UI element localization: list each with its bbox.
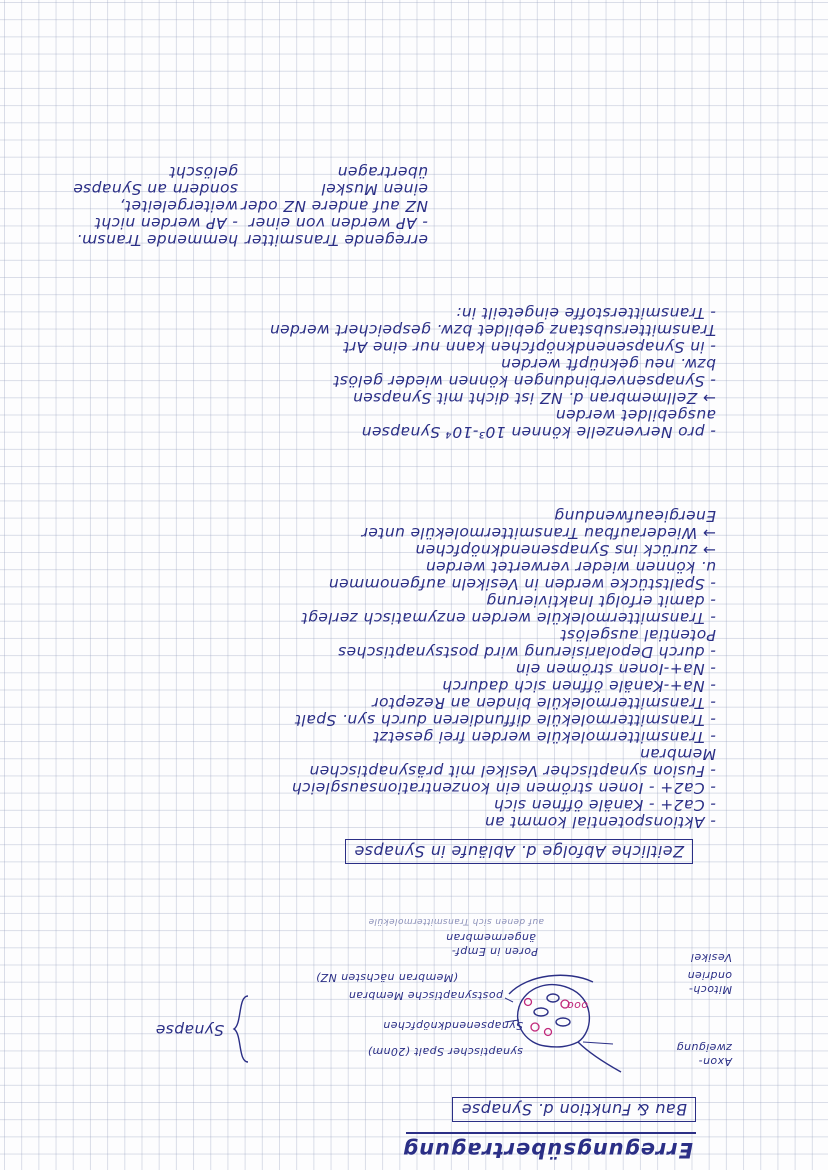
- label-pores-1: Poren in Empf-: [451, 945, 538, 958]
- list-item: Transmittersubstanz gebildet bzw. gespeichert werden: [269, 321, 716, 339]
- list-item: bzw. neu geknüpft werden: [500, 355, 716, 373]
- label-synapse: Synapse: [155, 1021, 224, 1039]
- axon-line: [578, 1042, 621, 1072]
- list-item: - Ca2+ - Ionen strömen ein konzentrationsausgleich: [291, 779, 716, 797]
- label-postsynaptic-note: (Membran nächsten NZ): [315, 971, 458, 984]
- list-item: - Spaltstücke werden in Vesikeln aufgenommen: [328, 575, 716, 593]
- label-vesikel: Vesikel: [690, 951, 732, 964]
- list-item: - Fusion synaptischer Vesikel mit präsynaptischen: [309, 762, 716, 780]
- column-line: einen Muskel: [321, 180, 428, 198]
- column-heading: hemmende Transm.: [76, 231, 238, 249]
- column-line: - AP werden von einer: [248, 214, 428, 232]
- column-heading: erregende Transmitter: [244, 231, 428, 249]
- list-item: - Na+-Ionen strömen ein: [515, 660, 716, 678]
- vesicle: [525, 999, 532, 1006]
- facts-list: [270, 304, 716, 440]
- list-item: - Transmittermoleküle diffundieren durch syn. Spalt: [294, 711, 716, 729]
- label-postsynaptic-membrane: postsynaptische Membran: [348, 989, 503, 1002]
- list-item: - Aktionspotential kommt an: [484, 813, 716, 831]
- vesicle: [545, 1029, 552, 1036]
- excitatory-column: [241, 163, 428, 248]
- list-item: - in Synapsenendknöpfchen kann nur eine Art: [343, 338, 716, 356]
- label-pores-2: ängermembran: [445, 931, 536, 944]
- label-terminal-button: Synapsenendknöpfchen: [382, 1019, 523, 1032]
- title-underline: [406, 1133, 696, 1135]
- list-item: - damit erfolgt Inaktivierung: [486, 592, 716, 610]
- list-item: - Transmitterstoffe eingeteilt in:: [455, 304, 716, 322]
- column-line: weitergeleitet,: [119, 197, 238, 215]
- list-item: - Transmittermoleküle binden an Rezeptor: [371, 694, 716, 712]
- vesicle-dots: ooo: [566, 999, 588, 1012]
- section-heading-structure: Bau & Funktion d. Synapse: [452, 1097, 696, 1122]
- inhibitory-column: [73, 163, 238, 248]
- mitochondrion: [547, 994, 559, 1002]
- list-item: → Zellmembran d. NZ ist dicht mit Synapsen: [352, 389, 716, 407]
- list-item: - Na+-Kanäle öffnen sich dadurch: [441, 677, 716, 695]
- page-title: Erregungsübertragung: [402, 1138, 693, 1162]
- label-zweigung: zweigung: [676, 1041, 732, 1054]
- sequence-list: [291, 507, 716, 830]
- list-item: Potential ausgelöst: [560, 626, 716, 644]
- list-item: - Synapsenverbindungen können wieder gelöst: [333, 372, 716, 390]
- list-item: - Transmittermoleküle werden frei gesetzt: [372, 728, 716, 746]
- list-item: - durch Depolarisierung wird postsynaptisches: [337, 643, 716, 661]
- column-line: übertragen: [337, 163, 428, 181]
- list-item: - Ca2+ - Kanäle öffnen sich: [493, 796, 716, 814]
- column-line: - AP werden nicht: [94, 214, 238, 232]
- brace: [230, 994, 250, 1064]
- list-item: u. können wieder verwertet werden: [425, 558, 716, 576]
- column-line: gelöscht: [169, 163, 238, 181]
- list-item: → zurück ins Synapsenendknöpfchen: [415, 541, 716, 559]
- mitochondrion: [534, 1008, 548, 1016]
- mitochondrion: [556, 1018, 570, 1026]
- section-heading-sequence: Zeitliche Abfolge d. Abläufe in Synapse: [345, 839, 693, 864]
- list-item: Membran: [639, 745, 716, 763]
- list-item: ausgebildet werden: [555, 406, 716, 424]
- label-mitochondrien: Mitoch-: [688, 983, 732, 996]
- column-line: NZ auf andere NZ oder: [240, 197, 428, 215]
- list-item: - pro Nervenzelle können 10³-10⁴ Synapsen: [361, 423, 716, 441]
- list-item: - Transmittermoleküle werden enzymatisch zerlegt: [301, 609, 716, 627]
- list-item: Energieaufwendung: [553, 507, 716, 525]
- label-ondrien: ondrien: [687, 969, 732, 982]
- label-synaptic-cleft: synaptischer Spalt (20nm): [367, 1045, 523, 1058]
- label-pores-3: auf denen sich Transmittermoleküle: [368, 916, 544, 926]
- list-item: → Wiederaufbau Transmittermoleküle unter: [361, 524, 716, 542]
- vesicle: [531, 1023, 539, 1031]
- label-axon: Axon-: [698, 1055, 732, 1068]
- column-line: sondern an Synapse: [72, 180, 238, 198]
